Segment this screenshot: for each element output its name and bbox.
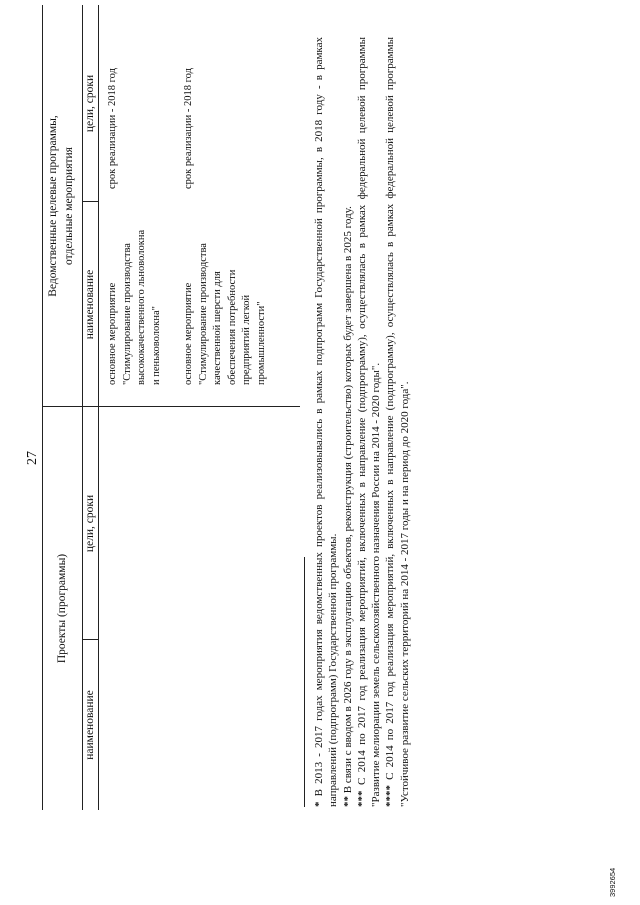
table-header-bottom-line	[98, 5, 99, 810]
table-group-divider	[42, 406, 300, 407]
table-row-2-name: основное мероприятие "Стимулирование производства качественной шерсти для обеспечения потребности предприятий легкой промышленности"	[183, 243, 267, 385]
left-col-name-header: наименование	[84, 690, 96, 760]
right-col-goals-header: цели, сроки	[84, 74, 96, 133]
footnote-3-mark: ***	[355, 790, 368, 807]
footnote-2-text: В связи с вводом в 2026 году в эксплуатацию объектов, реконструкция (строительство) которых будет завершена в 2025 году.	[341, 206, 354, 796]
table-top-border	[42, 5, 43, 810]
document-code: 3992654	[608, 867, 617, 897]
footnote-3	[355, 37, 384, 807]
footnote-2	[341, 37, 355, 807]
left-col-goals-header: цели, сроки	[84, 494, 96, 553]
footnote-1-mark: *	[313, 801, 325, 807]
right-group-header-line1: Ведомственные целевые программы,	[47, 115, 59, 297]
page-number: 27	[25, 451, 40, 465]
footnotes	[312, 37, 412, 807]
footnote-4	[383, 37, 412, 807]
footnote-3-text: С 2014 по 2017 год реализация мероприятий, включенных в направление (подпрограмму), осуществлялась в рамках федеральной целевой программы "Развитие мелиорации земель сельскохозяйственного назначения России на 2014 - 2020 годы".	[355, 37, 383, 807]
right-col-name-header: наименование	[84, 269, 96, 340]
table-row-2-term: срок реализации - 2018 год	[183, 68, 194, 189]
footnote-1-text: В 2013 - 2017 годах мероприятия ведомственных проектов реализовывались в рамках подпрограмм Государственной программы, в 2018 году - в рамках направлений (подпрограмм) Государственной программы.	[313, 37, 340, 807]
left-group-header: Проекты (программы)	[56, 553, 68, 664]
footnote-4-mark: ****	[384, 785, 397, 807]
footnote-1	[312, 37, 341, 807]
table-row-1-name: основное мероприятие "Стимулирование производства высококачественного льноволокна и пеньковолокна"	[107, 229, 162, 385]
footnote-4-text: С 2014 по 2017 год реализация мероприятий, включенных в направление (подпрограмму), осуществлялась в рамках федеральной целевой программы "Устойчивое развитие сельских территорий на 2014 - 2017 годы и на период до 2020 года".	[384, 37, 411, 807]
table-subheader-line	[82, 5, 83, 810]
footnote-2-mark: **	[341, 796, 354, 807]
table-row-1-term: срок реализации - 2018 год	[107, 68, 118, 189]
footnote-separator	[304, 557, 305, 807]
right-group-header-line2: отдельные мероприятия	[63, 147, 75, 265]
